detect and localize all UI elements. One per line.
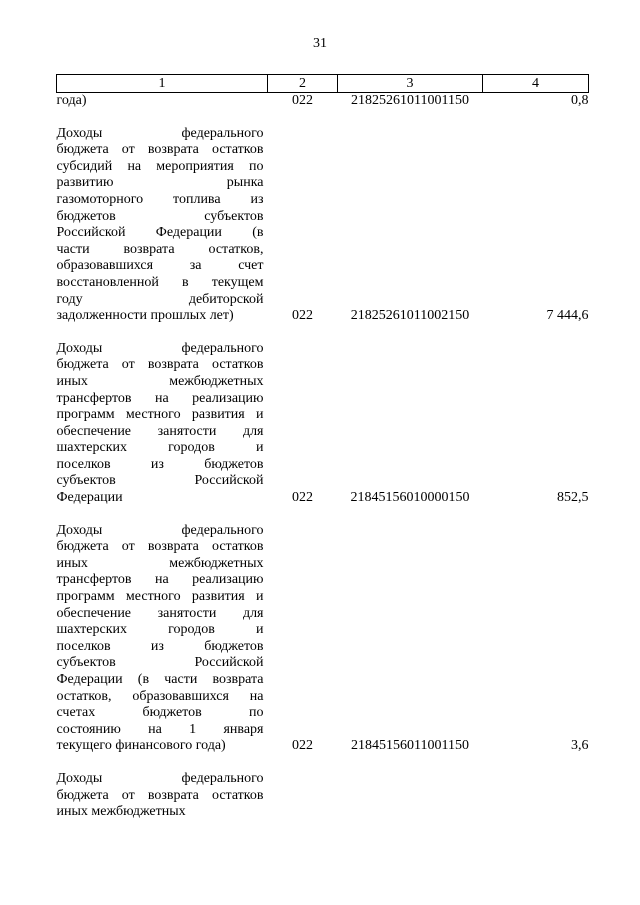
budget-classification-code-cell (338, 771, 483, 821)
description-line: шахтерских городов и (56, 440, 264, 456)
amount-cell: 852,5 (557, 490, 589, 506)
description-line: обеспечение занятости для (56, 605, 264, 621)
budget-classification-code-cell: 21845156011001150 (351, 738, 469, 754)
description-line: текущего финансового года) (56, 738, 226, 754)
description-line: иных межбюджетных (56, 373, 264, 389)
description-line: состоянию на 1 января (56, 721, 264, 737)
table-row (57, 341, 589, 507)
column-header-4: 4 (483, 75, 589, 93)
amount-cell: 3,6 (571, 738, 589, 754)
page-number: 31 (313, 36, 327, 51)
description-line: шахтерских городов и (56, 622, 264, 638)
column-header-3: 3 (338, 75, 483, 93)
table-row (57, 771, 589, 821)
description-line: бюджета от возврата остатков (56, 142, 264, 158)
description-line: году дебиторской (56, 291, 264, 307)
description-line: поселков из бюджетов (56, 456, 264, 472)
revenue-description (57, 126, 268, 325)
table-body (57, 93, 589, 821)
description-line: трансфертов на реализацию (56, 572, 264, 588)
description-line: счетах бюджетов по (56, 705, 264, 721)
admin-code-cell (268, 771, 338, 821)
description-line: Федерации (в части возврата (56, 672, 264, 687)
description-line: обеспечение занятости для (56, 423, 264, 439)
budget-classification-code-cell: 21845156010000150 (350, 490, 470, 506)
description-line: Доходы федерального (56, 125, 264, 141)
description-line: развитию рынка (56, 175, 264, 191)
admin-code-cell: 022 (292, 490, 313, 506)
description-line: восстановленной в текущем (56, 274, 264, 290)
description-line: бюджетов субъектов (56, 208, 264, 224)
amount-cell: 7 444,6 (546, 308, 589, 324)
description-line: субъектов Российской (56, 473, 264, 489)
description-line: программ местного развития и (56, 407, 264, 423)
revenue-description (57, 93, 268, 110)
description-line: образовавшихся за счет (56, 258, 264, 274)
description-line: части возврата остатков, (56, 241, 264, 257)
description-line: газомоторного топлива из (56, 191, 264, 207)
description-line: остатков, образовавшихся на (56, 688, 264, 704)
table-header-row (57, 75, 589, 93)
row-spacer (57, 507, 589, 523)
description-line: иных межбюджетных (56, 555, 264, 571)
admin-code-cell: 022 (292, 738, 313, 754)
description-line: Доходы федерального (56, 522, 264, 538)
description-line: Федерации (56, 490, 123, 506)
description-line: субъектов Российской (56, 655, 264, 671)
row-spacer (57, 755, 589, 771)
description-line: иных межбюджетных (56, 804, 186, 820)
amount-cell: 0,8 (571, 93, 589, 108)
description-line: бюджета от возврата остатков (56, 357, 264, 373)
admin-code-cell: 022 (292, 93, 313, 108)
description-line: бюджета от возврата остатков (56, 787, 264, 803)
table-row (57, 93, 589, 110)
revenue-description (57, 771, 268, 821)
description-line: задолженности прошлых лет) (56, 308, 234, 324)
row-spacer (57, 110, 589, 126)
revenue-description (57, 523, 268, 755)
row-spacer (57, 325, 589, 341)
description-line: субсидий на мероприятия по (56, 158, 264, 174)
description-line: Российской Федерации (в (56, 225, 264, 241)
budget-classification-code-cell: 21825261011002150 (350, 308, 470, 324)
admin-code-cell: 022 (292, 308, 313, 324)
column-header-2: 2 (268, 75, 338, 93)
revenue-description (57, 341, 268, 507)
description-line: Доходы федерального (56, 770, 264, 786)
description-line: года) (56, 93, 87, 108)
budget-classification-code-cell: 21825261011001150 (351, 93, 469, 108)
column-header-1: 1 (57, 75, 268, 93)
table-row (57, 523, 589, 755)
description-line: трансфертов на реализацию (56, 390, 264, 406)
description-line: Доходы федерального (56, 340, 264, 356)
description-line: бюджета от возврата остатков (56, 539, 264, 555)
table-row (57, 126, 589, 325)
description-line: поселков из бюджетов (56, 638, 264, 654)
budget-revenue-table (56, 74, 589, 821)
description-line: программ местного развития и (56, 589, 264, 605)
amount-cell (483, 771, 589, 821)
